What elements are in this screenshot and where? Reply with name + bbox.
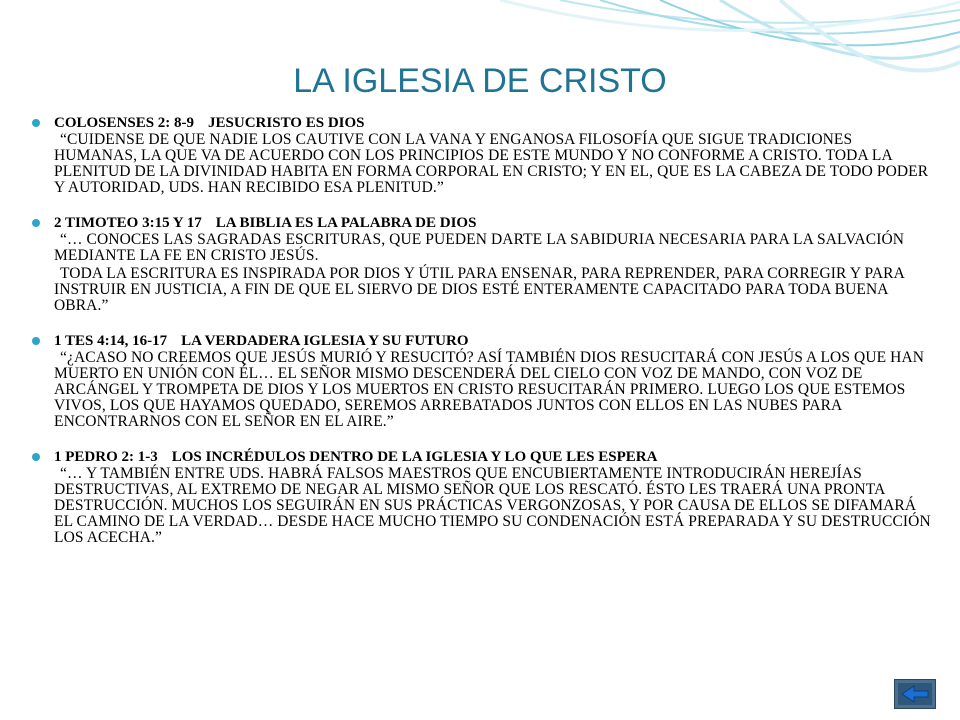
scripture-reference: 2 TIMOTEO 3:15 Y 17 (54, 215, 202, 231)
quote-text (28, 350, 938, 430)
bullet-dot-icon (32, 219, 40, 227)
scripture-reference: 1 TES 4:14, 16-17 (54, 333, 168, 349)
bullet-topic: LA VERDADERA IGLESIA Y SU FUTURO (181, 333, 469, 349)
quote-paragraph: “CUIDENSE DE QUE NADIE LOS CAUTIVE CON LA VANA Y ENGANOSA FILOSOFÍA QUE SIGUE TRADICIONES HUMANAS, LA QUE VA DE ACUERDO CON LOS PRINCIPIOS DE ESTE MUNDO Y NO CONFORME A CRISTO. TODA LA PLENITUD DE LA DIVINIDAD HABITA EN FORMA CORPORAL EN CRISTO; Y EN EL, QUE ES LA CABEZA DE TODO PODER Y AUTORIDAD, UDS. HAN RECIBIDO ESA PLENITUD.” (54, 131, 929, 196)
quote-paragraph: “… Y TAMBIÉN ENTRE UDS. HABRÁ FALSOS MAESTROS QUE ENCUBIERTAMENTE INTRODUCIRÁN HEREJÍAS DESTRUCTIVAS, AL EXTREMO DE NEGAR AL MISMO SEÑOR QUE LOS RESCATÓ. ÉSTO LES TRAERÁ UNA PRONTA DESTRUCCIÓN. MUCHOS LOS SEGUIRÁN EN SUS PRÁCTICAS VERGONZOSAS, Y POR CAUSA DE ELLOS SE DIFAMARÁ EL CAMINO DE LA VERDAD… DESDE HACE MUCHO TIEMPO SU CONDENACIÓN ESTÁ PREPARADA Y SU DESTRUCCIÓN LOS ACECHA.” (54, 465, 931, 546)
bullet-dot-icon (32, 337, 40, 345)
bullet-topic: JESUCRISTO ES DIOS (208, 115, 365, 131)
bullet-item (28, 214, 938, 314)
slide-title: LA IGLESIA DE CRISTO (293, 62, 667, 100)
quote-paragraph: “… CONOCES LAS SAGRADAS ESCRITURAS, QUE PUEDEN DARTE LA SABIDURIA NECESARIA PARA LA SALVACIÓN MEDIANTE LA FE EN CRISTO JESÚS. (54, 231, 905, 264)
quote-text (28, 232, 938, 314)
bullet-heading (28, 214, 938, 232)
scripture-reference: 1 PEDRO 2: 1-3 (54, 449, 158, 465)
bullet-heading (28, 332, 938, 350)
quote-text (28, 132, 938, 196)
bullet-heading (28, 114, 938, 132)
back-nav-button[interactable] (894, 679, 936, 709)
quote-paragraph: TODA LA ESCRITURA ES INSPIRADA POR DIOS Y ÚTIL PARA ENSENAR, PARA REPRENDER, PARA CORREGIR Y PARA INSTRUIR EN JUSTICIA, A FIN DE QUE EL SIERVO DE DIOS ESTÉ ENTERAMENTE CAPACITADO PARA TODA BUENA OBRA.” (54, 265, 905, 314)
background-wave-decoration (0, 0, 960, 120)
back-arrow-icon (900, 685, 930, 703)
bullet-item (28, 448, 938, 546)
bullet-item (28, 114, 938, 196)
quote-paragraph: “¿ACASO NO CREEMOS QUE JESÚS MURIÓ Y RESUCITÓ? ASÍ TAMBIÉN DIOS RESUCITARÁ CON JESÚS A LOS QUE HAN MUERTO EN UNIÓN CON ÉL… EL SEÑOR MISMO DESCENDERÁ DEL CIELO CON VOZ DE MANDO, CON VOZ DE ARCÁNGEL Y TROMPETA DE DIOS Y LOS MUERTOS EN CRISTO RESUCITARÁN PRIMERO. LUEGO LOS QUE ESTEMOS VIVOS, LOS QUE HAYAMOS QUEDADO, SEREMOS ARREBATADOS JUNTOS CON ELLOS EN LAS NUBES PARA ENCONTRARNOS CON EL SEÑOR EN EL AIRE.” (54, 349, 925, 430)
quote-text (28, 466, 938, 546)
bullet-item (28, 332, 938, 430)
slide-content (28, 114, 938, 564)
bullet-dot-icon (32, 119, 40, 127)
bullet-dot-icon (32, 453, 40, 461)
bullet-topic: LOS INCRÉDULOS DENTRO DE LA IGLESIA Y LO QUE LES ESPERA (171, 449, 658, 465)
scripture-reference: COLOSENSES 2: 8-9 (54, 115, 195, 131)
bullet-topic: LA BIBLIA ES LA PALABRA DE DIOS (215, 215, 477, 231)
bullet-heading (28, 448, 938, 466)
